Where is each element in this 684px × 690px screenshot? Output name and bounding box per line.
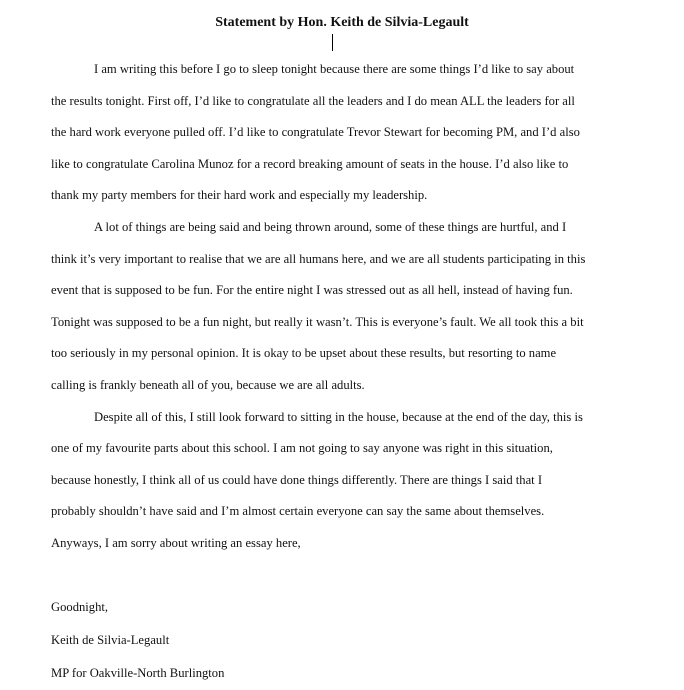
paragraph-line: like to congratulate Carolina Munoz for a record breaking amount of seats in the house. I’d also like to (51, 156, 569, 171)
paragraph-line: one of my favourite parts about this school. I am not going to say anyone was right in this situation, (51, 441, 553, 456)
paragraph-line: A lot of things are being said and being thrown around, some of these things are hurtful, and I (94, 219, 567, 234)
paragraph-1 (51, 54, 611, 212)
paragraph-line: Anyways, I am sorry about writing an essay here, (51, 535, 301, 550)
paragraph-3 (51, 402, 611, 560)
salutation: Goodnight, (51, 600, 109, 614)
paragraph-line: event that is supposed to be fun. For the entire night I was stressed out as all hell, instead of having fun. (51, 283, 573, 298)
paragraph-line: calling is frankly beneath all of you, because we are all adults. (51, 377, 365, 392)
paragraph-line: the results tonight. First off, I’d like to congratulate all the leaders and I do mean ALL the leaders for all (51, 93, 575, 108)
paragraph-line: thank my party members for their hard work and especially my leadership. (51, 188, 428, 203)
signer-role: MP for Oakville-North Burlington (51, 666, 225, 680)
paragraph-line: think it’s very important to realise that we are all humans here, and we are all students participating in this (51, 251, 586, 266)
paragraph-line: Despite all of this, I still look forward to sitting in the house, because at the end of the day, this is (94, 409, 583, 424)
document-body[interactable] (51, 54, 611, 560)
text-cursor[interactable] (332, 34, 333, 51)
paragraph-line: the hard work everyone pulled off. I’d like to congratulate Trevor Stewart for becoming PM, and I’d also (51, 125, 580, 140)
paragraph-line: I am writing this before I go to sleep tonight because there are some things I’d like to say about (94, 62, 575, 76)
signature-block (51, 591, 224, 690)
document-title: Statement by Hon. Keith de Silvia-Legault (215, 15, 469, 30)
paragraph-2 (51, 212, 611, 402)
paragraph-line: Tonight was supposed to be a fun night, but really it wasn’t. This is everyone’s fault. We all took this a bit (51, 314, 584, 329)
paragraph-line: probably shouldn’t have said and I’m almost certain everyone can say the same about themselves. (51, 504, 545, 519)
paragraph-line: because honestly, I think all of us could have done things differently. There are things I said that I (51, 472, 543, 487)
paragraph-line: too seriously in my personal opinion. It is okay to be upset about these results, but resorting to name (51, 346, 557, 361)
signer-name: Keith de Silvia-Legault (51, 633, 170, 647)
